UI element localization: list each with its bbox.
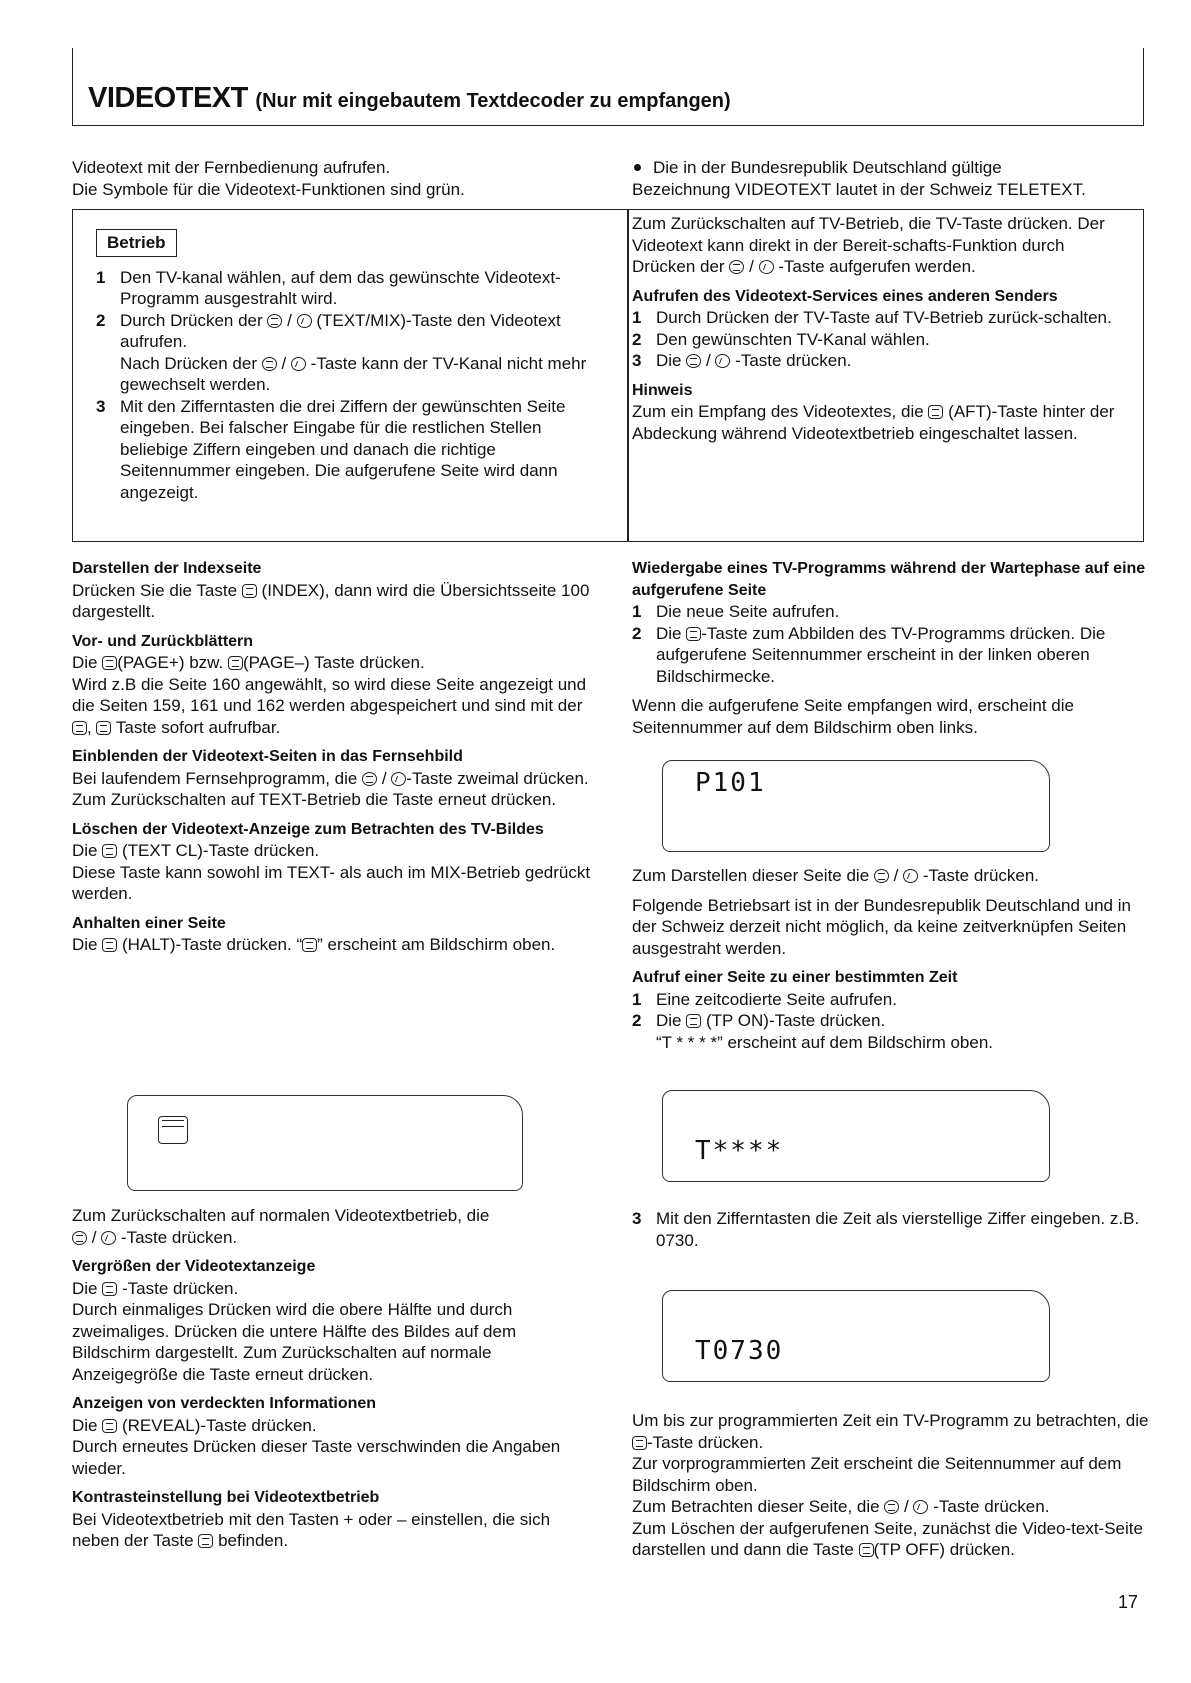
contrast-key-icon bbox=[198, 1534, 213, 1548]
list-item: 1 Durch Drücken der TV-Taste auf TV-Betrieb zurück-schalten. bbox=[632, 308, 1112, 327]
bullet-icon bbox=[634, 164, 641, 171]
right-column bbox=[632, 558, 1152, 738]
left-column-lower: Zum Zurückschalten auf normalen Videotextbetrieb, die / -Taste drücken. Vergrößen der Videotextanzeige Die -Taste drücken. Durch einmaliges Drücken wird die obere Hälfte und durch zweimaliges. Drücken die untere Hälfte des Bildes auf dem Bildschirm dargestellt. Zum Zurückschalten auf normale Anzeigegröße die Taste erneut drücken. Anzeigen von verdeckten Informationen Die (REVEAL)-Taste drücken. Durch erneutes Drücken dieser Taste verschwinden die Angaben wieder. Kontrasteinstellung bei Videotextbetrieb Bei Videotextbetrieb mit den Tasten + oder – einstellen, die sich neben der Taste befinden. bbox=[72, 1205, 597, 1552]
screen-text: T**** bbox=[695, 1136, 784, 1166]
hold-key-icon bbox=[102, 938, 117, 952]
page-minus-key-icon bbox=[96, 721, 111, 735]
mix-key-icon bbox=[297, 314, 312, 328]
betrieb-left bbox=[96, 229, 596, 503]
list-item: 1 Den TV-kanal wählen, auf dem das gewünschte Videotext-Programm ausgestrahlt wird. bbox=[96, 267, 561, 308]
text-key-icon bbox=[362, 772, 377, 786]
aft-key-icon bbox=[928, 405, 943, 419]
list-item: 3 Mit den Zifferntasten die Zeit als vierstellige Ziffer eingeben. z.B. 0730. bbox=[632, 1209, 1140, 1250]
screen-text: P101 bbox=[695, 768, 766, 798]
section-title: Löschen der Videotext-Anzeige zum Betrachten des TV-Bildes bbox=[72, 820, 544, 838]
text-key-icon bbox=[72, 1231, 87, 1245]
intro-line: Die Symbole für die Videotext-Funktionen sind grün. bbox=[72, 179, 465, 199]
section-title: Anzeigen von verdeckten Informationen bbox=[72, 1395, 377, 1412]
section-title: Vor- und Zurückblättern bbox=[72, 632, 254, 650]
mix-key-icon bbox=[101, 1231, 116, 1245]
text-cl-key-icon bbox=[102, 844, 117, 858]
betrieb-right: Zum Zurückschalten auf TV-Betrieb, die TV-Taste drücken. Der Videotext kann direkt in der Bereit-schafts-Funktion durch Drücken der / -Taste aufgerufen werden. Aufrufen des Videotext-Services eines anderen Senders 1 Durch Drücken der TV-Taste auf TV-Betrieb zurück-schalten. 2 Den gewünschten TV-Kanal wählen. 3 Die / -Taste drücken. Hinweis Zum ein Empfang des Videotextes, die (AFT)-Taste hinter der Abdeckung während Videotextbetrieb eingeschaltet lassen. bbox=[632, 213, 1132, 444]
page-number: 17 bbox=[1118, 1592, 1139, 1612]
tp-on-key-icon bbox=[686, 1014, 701, 1028]
page-plus-key-icon bbox=[72, 721, 87, 735]
hold-symbol-icon bbox=[302, 938, 317, 952]
text-key-icon bbox=[262, 357, 277, 371]
list-item: 2 Den gewünschten TV-Kanal wählen. bbox=[632, 329, 930, 349]
section-title: Aufrufen des Videotext-Services eines anderen Senders bbox=[632, 287, 1058, 305]
mix-key-icon bbox=[291, 357, 306, 371]
section-title: Wiedergabe eines TV-Programms während der Wartephase auf eine aufgerufene Seite bbox=[632, 560, 1146, 599]
cancel-key-icon bbox=[686, 627, 701, 641]
page-plus-key-icon bbox=[102, 656, 117, 670]
page-title bbox=[88, 82, 731, 114]
intro-right bbox=[632, 157, 1152, 200]
section-title: Darstellen der Indexseite bbox=[72, 560, 262, 577]
left-column: Darstellen der Indexseite Drücken Sie die Taste (INDEX), dann wird die Übersichtsseite 100 dargestellt. Vor- und Zurückblättern Die (PAGE+) bzw. (PAGE–) Taste drücken. Wird z.B die Seite 160 angewählt, so wird diese Seite angezeigt und die Seiten 159, 161 und 162 werden abgespeichert und sind mit der , Taste sofort aufrufbar. Einblenden der Videotext-Seiten in das Fernsehbild Bei laufendem Fernsehprogramm, die / -Taste zweimal drücken. Zum Zurückschalten auf TEXT-Betrieb die Taste erneut drücken. Löschen der Videotext-Anzeige zum Betrachten des TV-Bildes Die (TEXT CL)-Taste drücken. Diese Taste kann sowohl im TEXT- als auch im MIX-Betrieb gedrückt werden. Anhalten einer Seite Die (HALT)-Taste drücken. “ ” erscheint am Bildschirm oben. bbox=[72, 558, 597, 956]
mix-key-icon bbox=[913, 1500, 928, 1514]
hold-symbol-icon bbox=[158, 1116, 188, 1144]
text-key-icon bbox=[884, 1500, 899, 1514]
list-item: 2 Die -Taste zum Abbilden des TV-Programms drücken. Die aufgerufene Seitennummer erscheint in der linken oberen Bildschirmecke. bbox=[632, 623, 1106, 686]
section-title: Kontrasteinstellung bei Videotextbetrieb bbox=[72, 1489, 380, 1506]
box-divider bbox=[627, 209, 629, 542]
list-item: 3 Mit den Zifferntasten die drei Ziffern der gewünschten Seite eingeben. Bei falscher Eingabe für die restlichen Stellen beliebige Ziffern eingeben und danach die richtige Seitennummer eingeben. Die aufgerufene Seite wird dann angezeigt. bbox=[96, 396, 566, 502]
index-key-icon bbox=[242, 584, 257, 598]
list-item: 1 Die neue Seite aufrufen. bbox=[632, 602, 840, 621]
title-subtitle: (Nur mit eingebautem Textdecoder zu empfangen) bbox=[255, 90, 731, 112]
betrieb-label: Betrieb bbox=[96, 229, 177, 257]
intro-left bbox=[72, 157, 597, 200]
section-title: Vergrößen der Videotextanzeige bbox=[72, 1258, 316, 1275]
size-key-icon bbox=[102, 1282, 117, 1296]
intro-line: Bezeichnung VIDEOTEXT lautet in der Schweiz TELETEXT. bbox=[632, 179, 1086, 199]
tp-off-key-icon bbox=[859, 1543, 874, 1557]
text-key-icon bbox=[874, 869, 889, 883]
intro-line: Die in der Bundesrepublik Deutschland gültige bbox=[653, 158, 1002, 177]
screen-text: T0730 bbox=[695, 1336, 784, 1366]
section-title: Einblenden der Videotext-Seiten in das Fernsehbild bbox=[72, 748, 463, 765]
page-minus-key-icon bbox=[228, 656, 243, 670]
right-column-step3 bbox=[632, 1208, 1152, 1251]
hold-screen bbox=[127, 1095, 523, 1191]
mix-key-icon bbox=[715, 354, 730, 368]
right-column-mid: Zum Darstellen dieser Seite die / -Taste drücken. Folgende Betriebsart ist in der Bundesrepublik Deutschland und in der Schweiz derzeit nicht möglich, da keine zeitverknüpfen Seiten ausgestraht werden. Aufruf einer Seite zu einer bestimmten Zeit 1 Eine zeitcodierte Seite aufrufen. 2 Die (TP ON)-Taste drücken. “T * * * *” erscheint auf dem Bildschirm oben. bbox=[632, 865, 1152, 1053]
list-item: 2 Die (TP ON)-Taste drücken. “T * * * *” erscheint auf dem Bildschirm oben. bbox=[632, 1011, 993, 1052]
text-key-icon bbox=[267, 314, 282, 328]
list-item: 2 Durch Drücken der / (TEXT/MIX)-Taste den Videotext aufrufen. Nach Drücken der / -Taste kann der TV-Kanal nicht mehr gewechselt werden. bbox=[96, 310, 587, 394]
paragraph: Folgende Betriebsart ist in der Bundesrepublik Deutschland und in der Schweiz derzeit nicht möglich, da keine zeitverknüpfen Seiten ausgestraht werden. bbox=[632, 895, 1131, 958]
intro-line: Videotext mit der Fernbedienung aufrufen. bbox=[72, 158, 391, 177]
cancel-key-icon bbox=[632, 1436, 647, 1450]
section-title: Aufruf einer Seite zu einer bestimmten Zeit bbox=[632, 969, 958, 986]
text-key-icon bbox=[729, 260, 744, 274]
paragraph: Wenn die aufgerufene Seite empfangen wird, erscheint die Seitennummer auf dem Bildschirm oben links. bbox=[632, 696, 1074, 737]
mix-key-icon bbox=[391, 772, 406, 786]
mix-key-icon bbox=[759, 260, 774, 274]
section-title: Hinweis bbox=[632, 381, 693, 399]
section-title: Anhalten einer Seite bbox=[72, 914, 226, 932]
right-column-lower: Um bis zur programmierten Zeit ein TV-Programm zu betrachten, die -Taste drücken. Zur vorprogrammierten Zeit erscheint die Seitennummer auf dem Bildschirm oben. Zum Betrachten dieser Seite, die / -Taste drücken. Zum Löschen der aufgerufenen Seite, zunächst die Video-text-Seite darstellen und dann die Taste (TP OFF) drücken. bbox=[632, 1411, 1149, 1559]
list-item: 1 Eine zeitcodierte Seite aufrufen. bbox=[632, 989, 897, 1009]
mix-key-icon bbox=[903, 869, 918, 883]
text-key-icon bbox=[686, 354, 701, 368]
reveal-key-icon bbox=[102, 1419, 117, 1433]
list-item: 3 Die / -Taste drücken. bbox=[632, 351, 852, 370]
title-main: VIDEOTEXT bbox=[88, 82, 248, 114]
screen-t0730 bbox=[662, 1290, 1050, 1382]
screen-p101 bbox=[662, 760, 1050, 852]
screen-t-stars bbox=[662, 1090, 1050, 1182]
